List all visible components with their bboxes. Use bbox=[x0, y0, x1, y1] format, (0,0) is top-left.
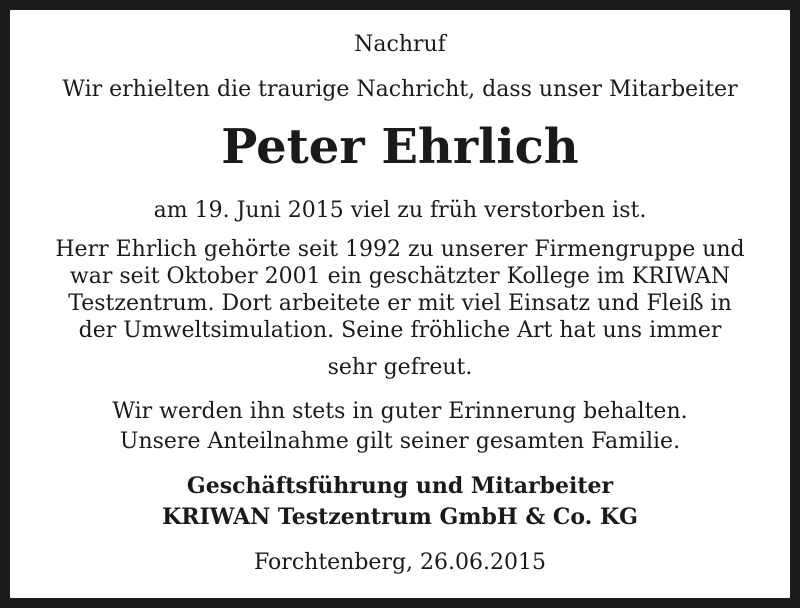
heading: Nachruf bbox=[354, 32, 446, 57]
body-line: der Umweltsimulation. Seine fröhliche Art hat uns immer bbox=[78, 318, 722, 343]
remembrance-line: Unsere Anteilnahme gilt seiner gesamten Familie. bbox=[119, 429, 681, 454]
signature-line: Geschäftsführung und Mitarbeiter bbox=[186, 473, 614, 499]
body-line: war seit Oktober 2001 ein geschätzter Kollege im KRIWAN bbox=[69, 264, 731, 289]
signature-line: KRIWAN Testzentrum GmbH & Co. KG bbox=[162, 504, 638, 530]
body-line: sehr gefreut. bbox=[327, 355, 473, 380]
date-line: am 19. Juni 2015 viel zu früh verstorben ist. bbox=[153, 198, 647, 223]
place-date: Forchtenberg, 26.06.2015 bbox=[254, 550, 546, 575]
body-line: Testzentrum. Dort arbeitete er mit viel Einsatz und Fleiß in bbox=[68, 291, 732, 316]
remembrance-line: Wir werden ihn stets in guter Erinnerung behalten. bbox=[112, 399, 688, 424]
deceased-name: Peter Ehrlich bbox=[221, 119, 579, 175]
intro-text: Wir erhielten die traurige Nachricht, dass unser Mitarbeiter bbox=[62, 77, 738, 102]
body-line: Herr Ehrlich gehörte seit 1992 zu unserer Firmengruppe und bbox=[55, 237, 745, 262]
